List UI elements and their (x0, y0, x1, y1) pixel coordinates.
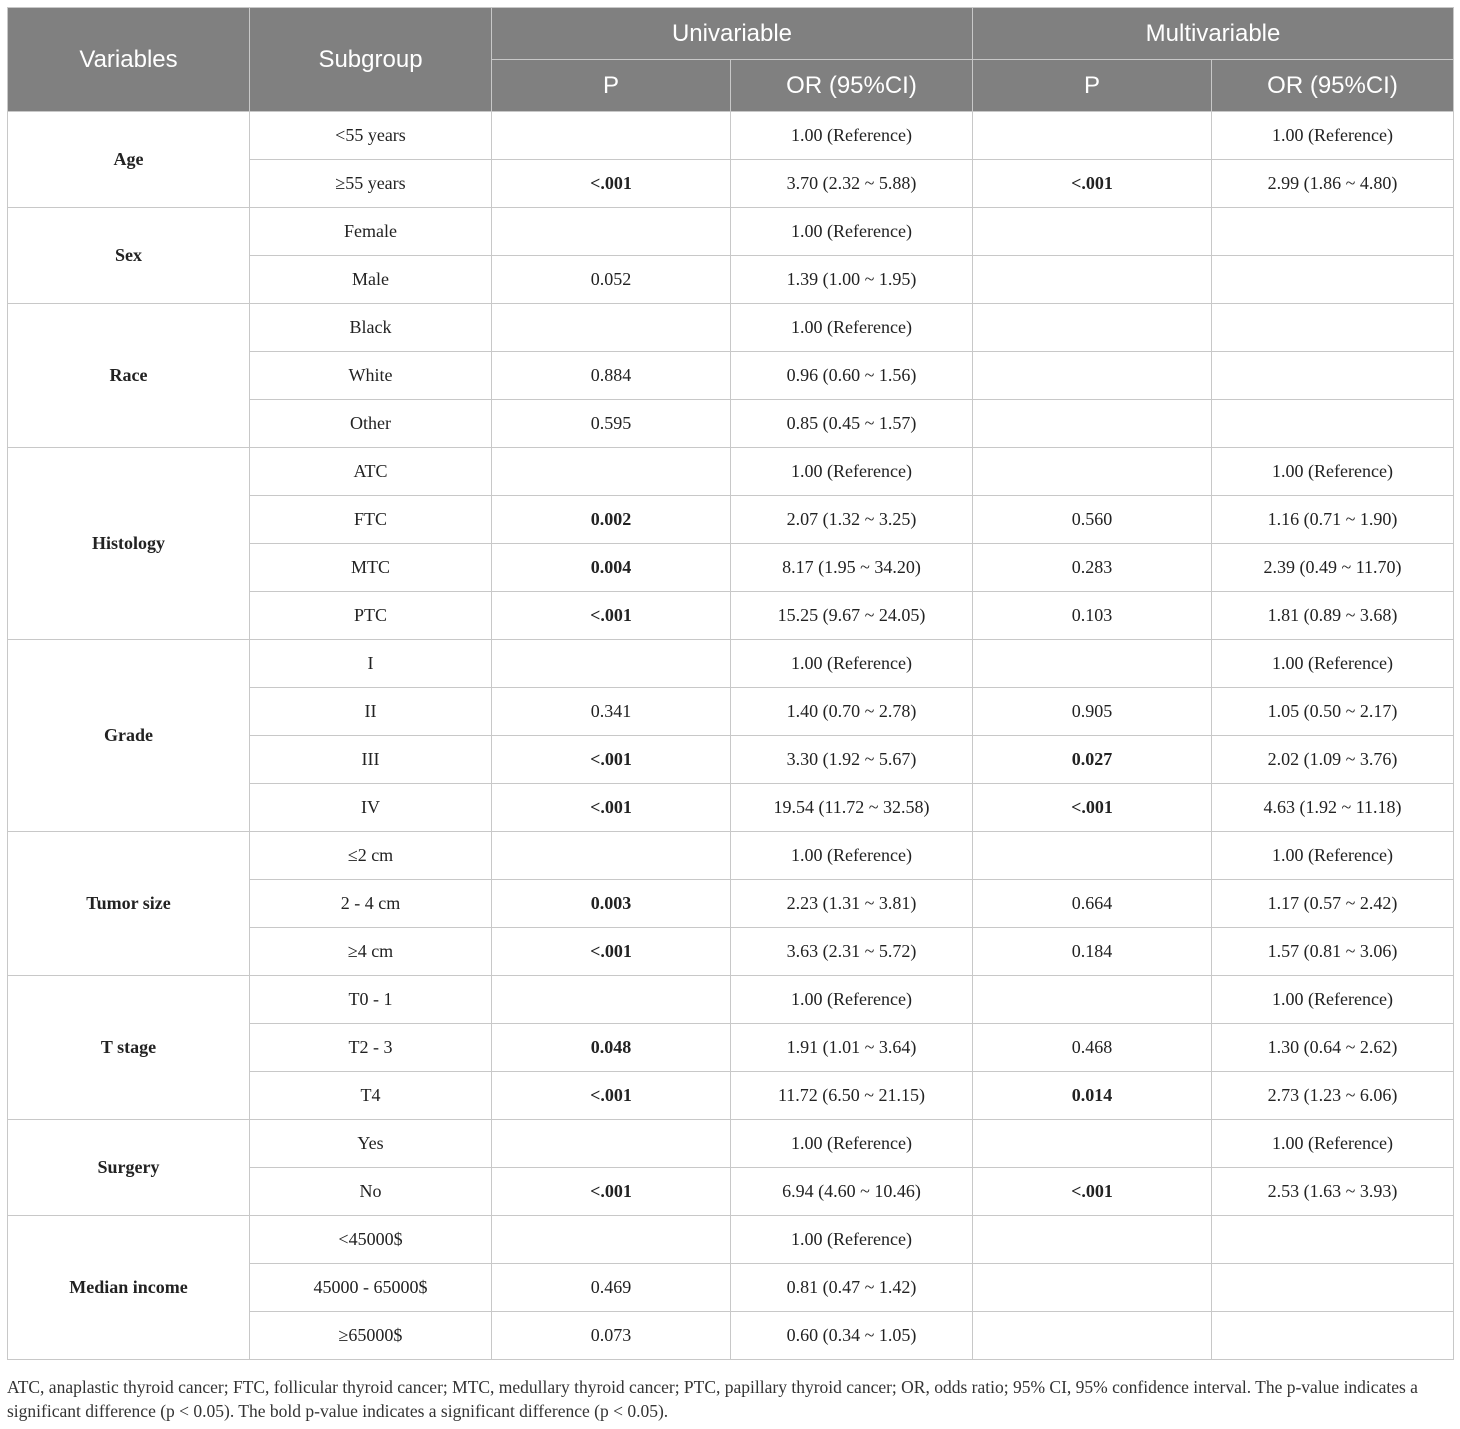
table-row (8, 304, 1454, 352)
subgroup-cell: Female (250, 208, 492, 256)
uni-p-cell: 0.595 (492, 400, 731, 448)
uni-or-cell: 3.70 (2.32 ~ 5.88) (731, 160, 973, 208)
multi-p-cell: <.001 (973, 784, 1212, 832)
uni-or-cell: 3.63 (2.31 ~ 5.72) (731, 928, 973, 976)
subgroup-cell: 45000 - 65000$ (250, 1264, 492, 1312)
uni-p-cell (492, 448, 731, 496)
uni-or-cell: 19.54 (11.72 ~ 32.58) (731, 784, 973, 832)
uni-or-cell: 1.00 (Reference) (731, 832, 973, 880)
multi-p-cell: 0.560 (973, 496, 1212, 544)
multi-p-cell (973, 112, 1212, 160)
multi-p-cell: 0.468 (973, 1024, 1212, 1072)
multi-or-cell: 2.53 (1.63 ~ 3.93) (1212, 1168, 1454, 1216)
uni-or-cell: 1.00 (Reference) (731, 304, 973, 352)
uni-p-cell: 0.004 (492, 544, 731, 592)
col-header-univariable: Univariable (492, 8, 973, 60)
uni-or-cell: 1.00 (Reference) (731, 640, 973, 688)
multi-or-cell: 1.05 (0.50 ~ 2.17) (1212, 688, 1454, 736)
uni-p-cell: <.001 (492, 1168, 731, 1216)
multi-p-cell: 0.905 (973, 688, 1212, 736)
multi-or-cell: 2.39 (0.49 ~ 11.70) (1212, 544, 1454, 592)
uni-or-cell: 1.00 (Reference) (731, 208, 973, 256)
multi-or-cell: 1.17 (0.57 ~ 2.42) (1212, 880, 1454, 928)
uni-or-cell: 1.00 (Reference) (731, 1120, 973, 1168)
multi-or-cell (1212, 1312, 1454, 1360)
multi-or-cell: 1.81 (0.89 ~ 3.68) (1212, 592, 1454, 640)
multi-p-cell (973, 1120, 1212, 1168)
multi-or-cell: 1.00 (Reference) (1212, 112, 1454, 160)
col-header-multi-or: OR (95%CI) (1212, 60, 1454, 112)
multi-p-cell: 0.283 (973, 544, 1212, 592)
table-row (8, 1120, 1454, 1168)
uni-or-cell: 1.91 (1.01 ~ 3.64) (731, 1024, 973, 1072)
table-row (8, 640, 1454, 688)
uni-p-cell: <.001 (492, 928, 731, 976)
multi-p-cell (973, 976, 1212, 1024)
subgroup-cell: White (250, 352, 492, 400)
multi-or-cell: 1.00 (Reference) (1212, 640, 1454, 688)
multi-or-cell (1212, 352, 1454, 400)
uni-p-cell: 0.073 (492, 1312, 731, 1360)
subgroup-cell: Yes (250, 1120, 492, 1168)
col-header-uni-p: P (492, 60, 731, 112)
uni-p-cell: <.001 (492, 736, 731, 784)
variable-cell: Surgery (8, 1120, 250, 1216)
uni-p-cell: 0.469 (492, 1264, 731, 1312)
uni-p-cell (492, 832, 731, 880)
uni-or-cell: 1.00 (Reference) (731, 112, 973, 160)
multi-p-cell (973, 304, 1212, 352)
subgroup-cell: Black (250, 304, 492, 352)
multi-or-cell: 2.99 (1.86 ~ 4.80) (1212, 160, 1454, 208)
multi-or-cell (1212, 1264, 1454, 1312)
uni-or-cell: 0.96 (0.60 ~ 1.56) (731, 352, 973, 400)
multi-p-cell (973, 1216, 1212, 1264)
uni-p-cell: <.001 (492, 1072, 731, 1120)
multi-or-cell: 1.00 (Reference) (1212, 1120, 1454, 1168)
multi-or-cell (1212, 256, 1454, 304)
multi-or-cell: 2.73 (1.23 ~ 6.06) (1212, 1072, 1454, 1120)
col-header-subgroup: Subgroup (250, 8, 492, 112)
table-row (8, 208, 1454, 256)
col-header-uni-or: OR (95%CI) (731, 60, 973, 112)
multi-p-cell (973, 640, 1212, 688)
variable-cell: T stage (8, 976, 250, 1120)
subgroup-cell: I (250, 640, 492, 688)
multi-p-cell: <.001 (973, 160, 1212, 208)
table-row (8, 976, 1454, 1024)
multi-p-cell (973, 448, 1212, 496)
uni-or-cell: 15.25 (9.67 ~ 24.05) (731, 592, 973, 640)
multi-or-cell: 1.57 (0.81 ~ 3.06) (1212, 928, 1454, 976)
uni-or-cell: 3.30 (1.92 ~ 5.67) (731, 736, 973, 784)
subgroup-cell: PTC (250, 592, 492, 640)
multi-p-cell: 0.027 (973, 736, 1212, 784)
table-row (8, 448, 1454, 496)
table-header (8, 8, 1454, 112)
uni-or-cell: 1.00 (Reference) (731, 976, 973, 1024)
uni-p-cell (492, 1216, 731, 1264)
uni-p-cell: 0.884 (492, 352, 731, 400)
table-footnote: ATC, anaplastic thyroid cancer; FTC, follicular thyroid cancer; MTC, medullary thyroid cancer; PTC, papillary thyroid cancer; OR, odds ratio; 95% CI, 95% confidence interval. The p-value indicates a significant difference (p < 0.05). The bold p-value indicates a significant difference (p < 0.05). (7, 1377, 1418, 1421)
multi-or-cell (1212, 1216, 1454, 1264)
col-header-multivariable: Multivariable (973, 8, 1454, 60)
subgroup-cell: III (250, 736, 492, 784)
uni-or-cell: 0.85 (0.45 ~ 1.57) (731, 400, 973, 448)
uni-p-cell (492, 208, 731, 256)
uni-p-cell: 0.052 (492, 256, 731, 304)
variable-cell: Median income (8, 1216, 250, 1360)
subgroup-cell: Other (250, 400, 492, 448)
uni-or-cell: 6.94 (4.60 ~ 10.46) (731, 1168, 973, 1216)
variable-cell: Grade (8, 640, 250, 832)
subgroup-cell: No (250, 1168, 492, 1216)
uni-or-cell: 0.60 (0.34 ~ 1.05) (731, 1312, 973, 1360)
subgroup-cell: 2 - 4 cm (250, 880, 492, 928)
multi-p-cell (973, 208, 1212, 256)
table-body (8, 112, 1454, 1360)
multi-p-cell: 0.184 (973, 928, 1212, 976)
multi-p-cell: 0.014 (973, 1072, 1212, 1120)
uni-or-cell: 1.00 (Reference) (731, 448, 973, 496)
subgroup-cell: ≥4 cm (250, 928, 492, 976)
uni-p-cell: 0.048 (492, 1024, 731, 1072)
multi-or-cell: 1.00 (Reference) (1212, 976, 1454, 1024)
multi-or-cell (1212, 304, 1454, 352)
uni-p-cell: 0.341 (492, 688, 731, 736)
subgroup-cell: II (250, 688, 492, 736)
table-row (8, 112, 1454, 160)
multi-or-cell: 2.02 (1.09 ~ 3.76) (1212, 736, 1454, 784)
multi-p-cell (973, 1264, 1212, 1312)
multi-or-cell (1212, 400, 1454, 448)
uni-p-cell: 0.003 (492, 880, 731, 928)
multi-or-cell: 1.00 (Reference) (1212, 832, 1454, 880)
variable-cell: Age (8, 112, 250, 208)
uni-p-cell (492, 976, 731, 1024)
subgroup-cell: T2 - 3 (250, 1024, 492, 1072)
uni-p-cell (492, 1120, 731, 1168)
multi-or-cell (1212, 208, 1454, 256)
multi-p-cell: <.001 (973, 1168, 1212, 1216)
subgroup-cell: ≥65000$ (250, 1312, 492, 1360)
col-header-multi-p: P (973, 60, 1212, 112)
subgroup-cell: <45000$ (250, 1216, 492, 1264)
col-header-variables: Variables (8, 8, 250, 112)
multi-p-cell (973, 400, 1212, 448)
subgroup-cell: MTC (250, 544, 492, 592)
subgroup-cell: FTC (250, 496, 492, 544)
uni-p-cell (492, 640, 731, 688)
variable-cell: Race (8, 304, 250, 448)
uni-or-cell: 1.40 (0.70 ~ 2.78) (731, 688, 973, 736)
multi-p-cell (973, 832, 1212, 880)
table-row (8, 1216, 1454, 1264)
variable-cell: Tumor size (8, 832, 250, 976)
subgroup-cell: ≥55 years (250, 160, 492, 208)
multi-p-cell: 0.664 (973, 880, 1212, 928)
multi-p-cell (973, 256, 1212, 304)
uni-or-cell: 0.81 (0.47 ~ 1.42) (731, 1264, 973, 1312)
uni-or-cell: 2.23 (1.31 ~ 3.81) (731, 880, 973, 928)
multi-or-cell: 4.63 (1.92 ~ 11.18) (1212, 784, 1454, 832)
subgroup-cell: T0 - 1 (250, 976, 492, 1024)
variable-cell: Histology (8, 448, 250, 640)
multi-p-cell (973, 1312, 1212, 1360)
uni-p-cell: <.001 (492, 592, 731, 640)
multi-or-cell: 1.16 (0.71 ~ 1.90) (1212, 496, 1454, 544)
subgroup-cell: T4 (250, 1072, 492, 1120)
table-row (8, 832, 1454, 880)
multi-p-cell: 0.103 (973, 592, 1212, 640)
multi-or-cell: 1.30 (0.64 ~ 2.62) (1212, 1024, 1454, 1072)
regression-table (7, 7, 1454, 1360)
uni-p-cell (492, 304, 731, 352)
uni-p-cell: <.001 (492, 160, 731, 208)
subgroup-cell: ≤2 cm (250, 832, 492, 880)
multi-p-cell (973, 352, 1212, 400)
uni-p-cell: 0.002 (492, 496, 731, 544)
multi-or-cell: 1.00 (Reference) (1212, 448, 1454, 496)
uni-or-cell: 2.07 (1.32 ~ 3.25) (731, 496, 973, 544)
uni-or-cell: 11.72 (6.50 ~ 21.15) (731, 1072, 973, 1120)
variable-cell: Sex (8, 208, 250, 304)
subgroup-cell: IV (250, 784, 492, 832)
subgroup-cell: ATC (250, 448, 492, 496)
uni-p-cell (492, 112, 731, 160)
uni-or-cell: 1.39 (1.00 ~ 1.95) (731, 256, 973, 304)
uni-or-cell: 8.17 (1.95 ~ 34.20) (731, 544, 973, 592)
uni-or-cell: 1.00 (Reference) (731, 1216, 973, 1264)
subgroup-cell: <55 years (250, 112, 492, 160)
uni-p-cell: <.001 (492, 784, 731, 832)
subgroup-cell: Male (250, 256, 492, 304)
